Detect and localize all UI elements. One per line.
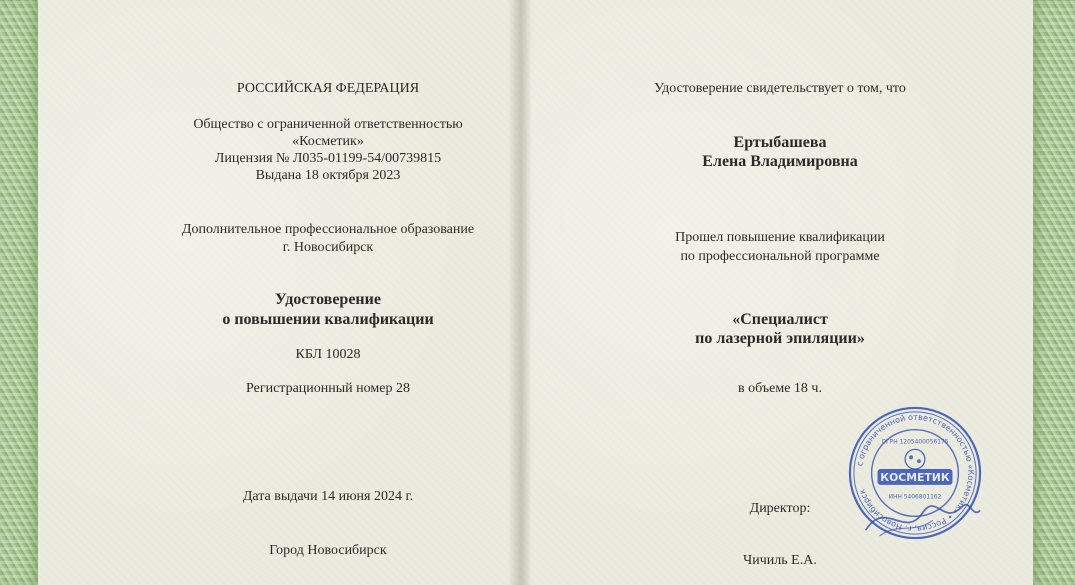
left-decorative-border [0,0,38,585]
holder-name: Елена Владимировна [702,153,858,170]
right-decorative-border [1033,0,1075,585]
svg-text:ОГРН 1205400056175: ОГРН 1205400056175 [881,439,949,446]
certifies-text: Удостоверение свидетельствует о том, что [654,81,906,96]
director-label: Директор: [749,501,811,516]
svg-text:ИНН 5406801162: ИНН 5406801162 [888,494,942,501]
company-seal-stamp [846,404,984,542]
country-heading: РОССИЙСКАЯ ФЕДЕРАЦИЯ [236,81,420,96]
program-name-line-1: «Специалист [732,311,828,328]
program-name-line-2: по лазерной эпиляции» [695,330,865,347]
issue-city: Город Новосибирск [269,543,387,558]
document-title: Удостоверение [275,291,381,308]
org-name: «Косметик» [292,134,364,149]
director-name: Чичиль Е.А. [743,553,817,568]
document-series: КБЛ 10028 [295,347,361,362]
svg-text:с ограниченной ответственность: с ограниченной ответственностью «Косметик» • Россия, г. Новосибирск [854,411,977,535]
registration-number: Регистрационный номер 28 [246,381,410,396]
holder-surname: Ертыбашева [733,134,827,151]
passed-training-line-2: по профессиональной программе [680,249,880,264]
city-line: г. Новосибирск [282,240,374,255]
org-type: Общество с ограниченной ответственностью [193,117,463,132]
training-volume: в объеме 18 ч. [738,381,822,396]
svg-text:КОСМЕТИК: КОСМЕТИК [880,470,950,484]
education-type: Дополнительное профессиональное образование [181,222,475,237]
passed-training-line-1: Прошел повышение квалификации [675,230,885,245]
issue-date: Дата выдачи 14 июня 2024 г. [242,489,414,504]
document-subtitle: о повышении квалификации [222,311,434,328]
license-issue-date: Выдана 18 октября 2023 [255,168,401,183]
license-number: Лицензия № Л035-01199-54/00739815 [214,151,442,166]
